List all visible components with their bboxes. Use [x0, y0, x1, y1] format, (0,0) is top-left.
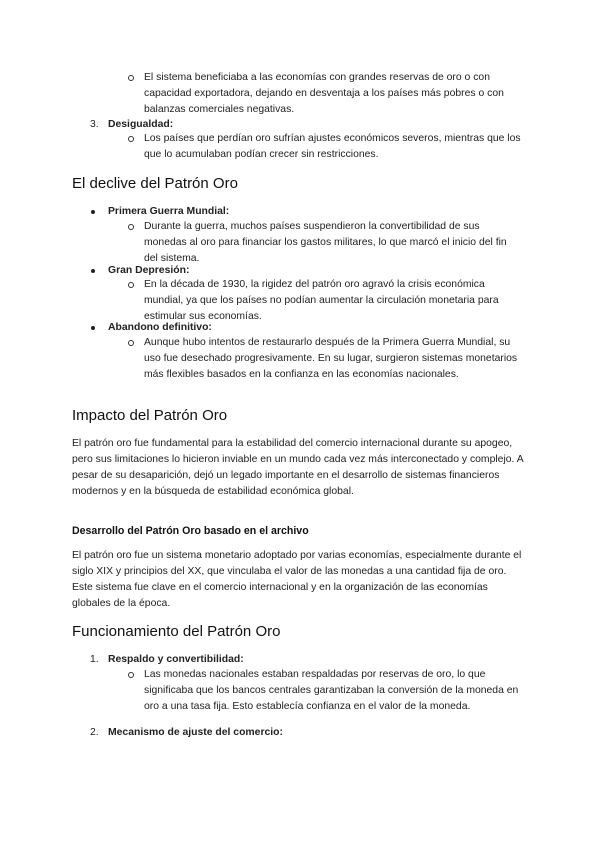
hollow-bullet-icon: [128, 224, 134, 230]
list-subitem-text: Las monedas nacionales estaban respaldadas por reservas de oro, lo que significaba que los bancos centrales garantizaban la conversión de la moneda en oro a una tasa fija. Esto establecía confianza en el valor de la moneda.: [144, 669, 519, 712]
list-subitem-text: En la década de 1930, la rigidez del patrón oro agravó la crisis económica mundial, ya que los países no podían aumentar la circulación monetaria para estimular sus economías.: [144, 279, 499, 322]
list-subitem-text: El sistema beneficiaba a las economías con grandes reservas de oro o con capacidad exportadora, dejando en desventaja a los países más pobres o con balanzas comerciales negativas.: [144, 72, 504, 115]
list-subitem-text: Durante la guerra, muchos países suspendieron la convertibilidad de sus monedas al oro para financiar los gastos militares, lo que marcó el inicio del fin del sistema.: [144, 221, 507, 264]
item-number: 2.: [90, 727, 99, 738]
item-label: Abandono definitivo:: [108, 322, 212, 333]
item-label: Desigualdad:: [108, 119, 174, 130]
section-heading: El declive del Patrón Oro: [72, 175, 238, 192]
hollow-bullet-icon: [128, 136, 134, 142]
item-number: 3.: [90, 119, 99, 130]
item-label: Respaldo y convertibilidad:: [108, 654, 244, 665]
item-label: Gran Depresión:: [108, 265, 190, 276]
paragraph: El patrón oro fue un sistema monetario adoptado por varias economías, especialmente durante el siglo XIX y principios del XX, que vinculaba el valor de las monedas a una cantidad fija de oro. Este sistema fue clave en el comercio internacional y en la organización de las economías globales de la época.: [72, 550, 522, 609]
bullet-icon: [91, 326, 95, 330]
list-subitem-text: Aunque hubo intentos de restaurarlo después de la Primera Guerra Mundial, su uso fue desechado progresivamente. En su lugar, surgieron sistemas monetarios más flexibles basados en la confianza en las economías nacionales.: [144, 337, 518, 380]
subsection-heading: Desarrollo del Patrón Oro basado en el archivo: [72, 525, 309, 537]
bullet-icon: [91, 269, 95, 273]
hollow-bullet-icon: [128, 340, 134, 346]
section-heading: Funcionamiento del Patrón Oro: [72, 623, 281, 640]
item-label: Mecanismo de ajuste del comercio:: [108, 727, 283, 738]
hollow-bullet-icon: [128, 282, 134, 288]
bullet-icon: [91, 210, 95, 214]
hollow-bullet-icon: [128, 672, 134, 678]
section-heading: Impacto del Patrón Oro: [72, 407, 228, 424]
hollow-bullet-icon: [128, 75, 134, 81]
paragraph: El patrón oro fue fundamental para la estabilidad del comercio internacional durante su apogeo, pero sus limitaciones lo hicieron inviable en un mundo cada vez más interconectado y complejo. A pesar de su desaparición, dejó un legado importante en el desarrollo de sistemas financieros modernos y en la búsqueda de estabilidad económica global.: [72, 438, 524, 497]
item-number: 1.: [90, 654, 99, 665]
item-label: Primera Guerra Mundial:: [108, 206, 230, 217]
list-subitem-text: Los países que perdían oro sufrían ajustes económicos severos, mientras que los que lo acumulaban podían crecer sin restricciones.: [144, 133, 521, 160]
